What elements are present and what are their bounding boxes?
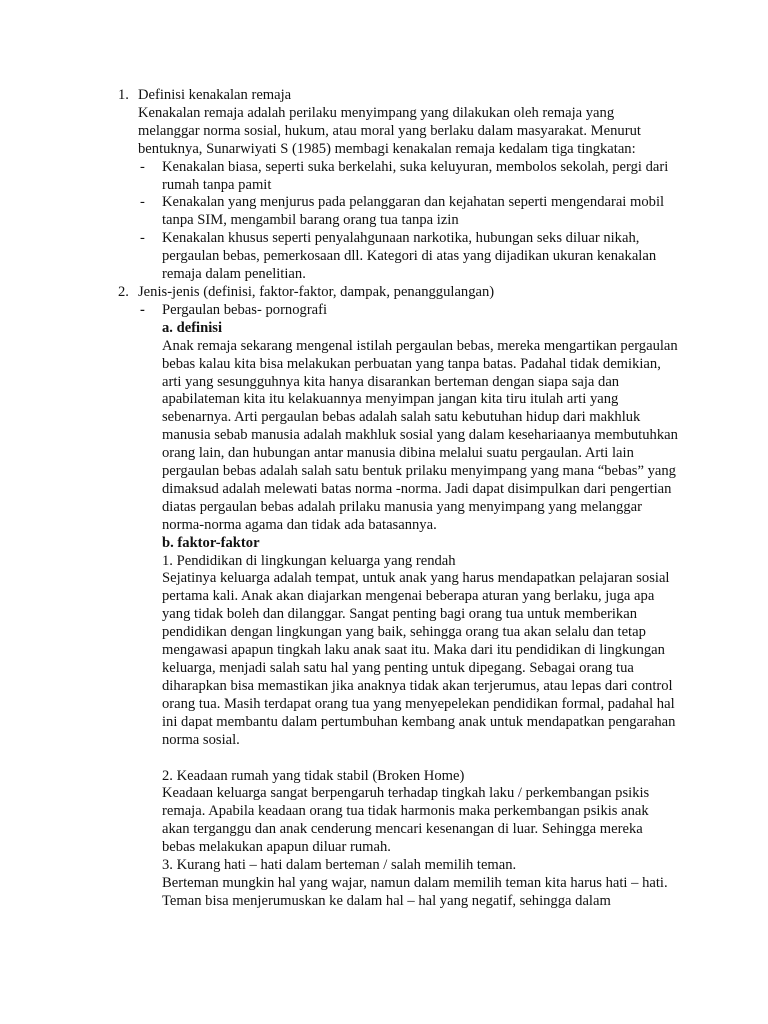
faktor-heading: b. faktor-faktor: [162, 534, 260, 551]
section-1-number: 1.: [118, 87, 129, 103]
list-item-text: Kenakalan yang menjurus pada pelanggaran dan kejahatan seperti mengendarai mobil tanpa SIM, mengambil barang orang tua tanpa izin: [162, 194, 665, 229]
section-1: [0, 87, 768, 105]
section-2: [0, 284, 768, 302]
dash-bullet-icon: -: [140, 158, 145, 175]
list-item: [140, 158, 674, 195]
document-body: [0, 87, 768, 911]
list-item: [140, 194, 674, 230]
list-item: [140, 230, 674, 284]
faktor-2-title: 2. Keadaan rumah yang tidak stabil (Broken Home): [162, 767, 465, 784]
list-item-text: Pergaulan bebas- pornografi: [162, 301, 328, 318]
section-2-number: 2.: [118, 283, 129, 300]
dash-bullet-icon: -: [140, 230, 145, 247]
dash-bullet-icon: -: [140, 301, 145, 318]
paragraph-spacer: [0, 750, 768, 768]
list-item-text: Kenakalan khusus seperti penyalahgunaan narkotika, hubungan seks diluar nikah, pergaulan bebas, pemerkosaan dll. Kategori di atas yang dijadikan ukuran kenakalan remaja dalam penelitian.: [162, 230, 657, 283]
definisi-paragraph: Anak remaja sekarang mengenal istilah pergaulan bebas, mereka mengartikan pergaulan bebas kalau kita bisa melakukan perbuatan yang tanpa batas. Padahal tidak demikian, arti yang sesungguhnya kita hanya disarankan berteman dengan siapa saja dan apabilateman kita itu kelakuannya menyimpan jangan kita tiru itulah arti yang sebenarnya. Arti pergaulan bebas adalah salah satu kebutuhan hidup dari makhluk manusia sebab manusia adalah makhluk sosial yang dalam kesehariaanya membutuhkan orang lain, dan hubungan antar manusia dibina melalui suatu pergaulan. Arti lain pergaulan bebas adalah salah satu bentuk prilaku menyimpang yang mana “bebas” yang dimaksud adalah melewati batas norma -norma. Jadi dapat disimpulkan dari pengertian diatas pergaulan bebas adalah prilaku manusia yang menyimpang yang melanggar norma-norma agama dan tidak ada batasannya.: [162, 337, 678, 533]
section-2-title: Jenis-jenis (definisi, faktor-faktor, dampak, penanggulangan): [138, 283, 495, 300]
list-item: [140, 301, 674, 320]
section-1-paragraph: Kenakalan remaja adalah perilaku menyimpang yang dilakukan oleh remaja yang melanggar norma sosial, hukum, atau moral yang berlaku dalam masyarakat. Menurut bentuknya, Sunarwiyati S (1985) membagi kenakalan remaja kedalam tiga tingkatan:: [138, 104, 641, 157]
dash-bullet-icon: -: [140, 194, 145, 211]
faktor-1-paragraph: Sejatinya keluarga adalah tempat, untuk anak yang harus mendapatkan pelajaran sosial pertama kali. Anak akan diajarkan mengenai beberapa aturan yang berlaku, juga apa yang tidak boleh dan dilanggar. Sangat penting bagi orang tua untuk memberikan pendidikan dengan lingkungan yang baik, sehingga orang tua akan selalu dan tetap mengawasi apapun tingkah laku anak saat itu. Maka dari itu pendidikan di lingkungan keluarga, menjadi salah satu hal yang penting untuk dipegang. Sebagai orang tua diharapkan bisa memastikan jika anaknya tidak akan terjerumus, atau lepas dari control orang tua. Masih terdapat orang tua yang menyepelekan pendidikan formal, padahal hal ini dapat membantu dalam pertumbuhan kembang anak untuk mendapatkan pengarahan norma sosial.: [162, 570, 676, 748]
definisi-heading: a. definisi: [162, 319, 223, 336]
faktor-3-paragraph: Berteman mungkin hal yang wajar, namun dalam memilih teman kita harus hati – hati. Teman bisa menjerumuskan ke dalam hal – hal yang negatif, sehingga dalam: [162, 874, 668, 909]
faktor-3-title: 3. Kurang hati – hati dalam berteman / salah memilih teman.: [162, 857, 517, 874]
list-item-text: Kenakalan biasa, seperti suka berkelahi, suka keluyuran, membolos sekolah, pergi dari rumah tanpa pamit: [162, 158, 669, 193]
faktor-2-paragraph: Keadaan keluarga sangat berpengaruh terhadap tingkah laku / perkembangan psikis remaja. Apabila keadaan orang tua tidak harmonis maka perkembangan psikis anak akan terganggu dan anak cenderung mencari kesenangan di luar. Sehingga mereka bebas melakukan apapun diluar rumah.: [162, 785, 650, 856]
section-1-title: Definisi kenakalan remaja: [138, 87, 292, 103]
faktor-1-title: 1. Pendidikan di lingkungan keluarga yang rendah: [162, 552, 456, 569]
